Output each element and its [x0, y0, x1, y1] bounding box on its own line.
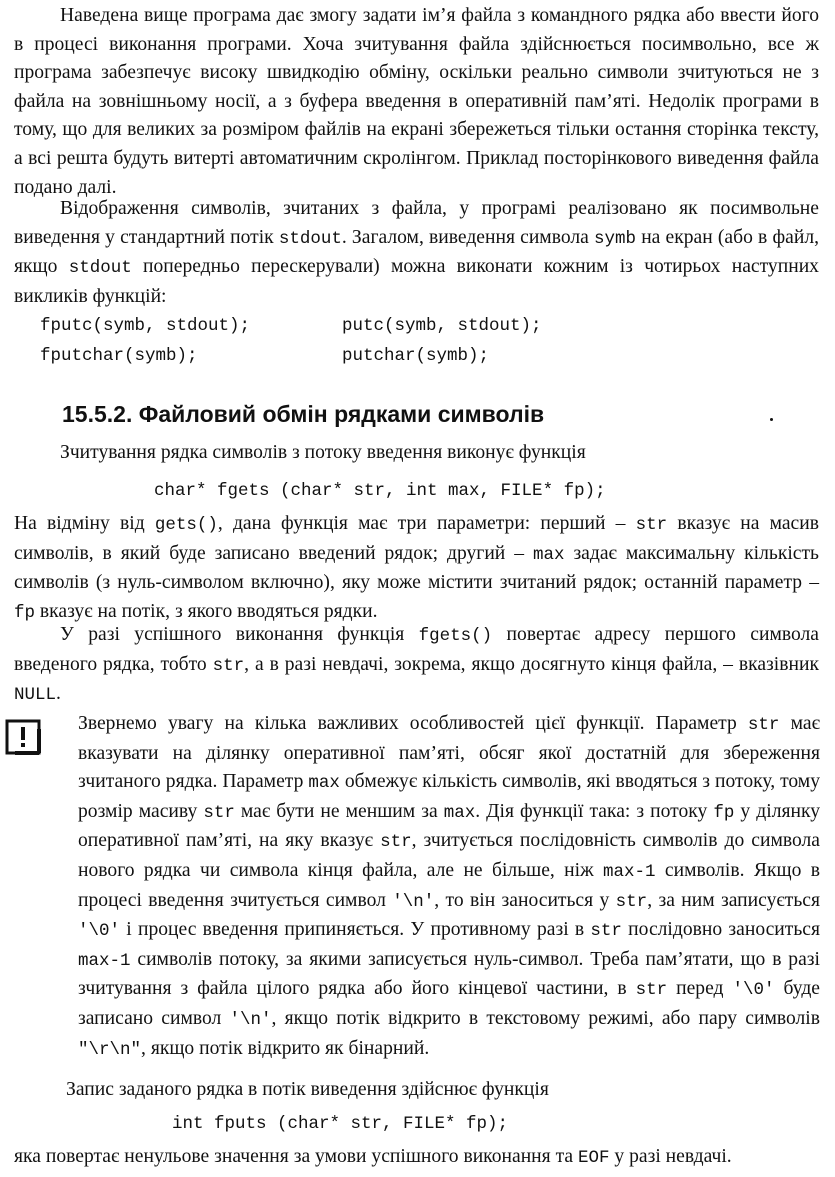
text-segment: Відображення символів, зчитаних з файла, у програмі реалізовано як посимвольне виведення у стандартний потік: [14, 198, 819, 248]
code-symb: symb: [594, 228, 637, 249]
text-segment: вказує на потік, з якого вводяться рядки.: [35, 600, 378, 622]
text-segment: , якщо потік відкрито в текстовому режимі, або пару символів: [271, 1007, 820, 1029]
code-max: max: [532, 544, 565, 565]
output-calls-code-block: [40, 312, 600, 370]
text-segment: попередньо перескерували) можна виконати кожним із чотирьох наступних викликів функцій:: [14, 256, 819, 307]
code-fp: fp: [713, 802, 735, 823]
text-segment: . Загалом, виведення символа: [341, 226, 595, 248]
stray-dot: [770, 418, 773, 421]
code-str: str: [635, 980, 668, 1001]
code-str: str: [635, 515, 668, 535]
paragraph-symbol-output: [14, 195, 819, 311]
code-crlf-string: "\r\n": [78, 1039, 142, 1060]
text-segment: , за ним записується: [647, 889, 820, 911]
code-fp: fp: [14, 602, 36, 623]
fputs-signature: int fputs (char* str, FILE* fp);: [172, 1114, 509, 1134]
code-max-minus-1: max-1: [603, 861, 656, 882]
text-segment: , зчитується послідовність символів до символа нового рядка чи символа кінця файла, але не більше, ніж: [78, 830, 820, 881]
code-str: str: [212, 655, 245, 676]
code-str: str: [380, 832, 412, 853]
code-stdout: stdout: [68, 258, 132, 279]
text-segment: у ділянку оперативної пам’яті, на яку вказує: [78, 800, 821, 852]
code-newline-char: '\n': [229, 1009, 272, 1030]
text-segment: має вказувати на ділянку оперативної пам’яті, обсяг якої достатній для збереження зчитаного рядка. Параметр: [78, 713, 820, 793]
text-segment: буде записано символ: [78, 978, 820, 1029]
text-segment: і процес введення припиняється. У противному разі в: [120, 919, 591, 941]
paragraph-fgets-return: [14, 621, 819, 710]
code-str: str: [615, 891, 648, 912]
text-segment: у разі невдачі.: [609, 1146, 732, 1167]
code-gets: gets(): [154, 515, 218, 535]
paragraph-fgets-params: [14, 510, 819, 627]
text-segment: перед: [667, 978, 733, 1000]
text-segment: символів. Якщо в процесі введення зчитується символ: [78, 859, 820, 911]
section-heading: 15.5.2. Файловий обмін рядками символів: [62, 401, 545, 427]
code-str: str: [747, 715, 780, 735]
text-segment: послідовно заноситься: [621, 919, 821, 941]
exclamation-box-icon: [5, 719, 41, 755]
text-segment: символів потоку, за якими записується нуль-символ. Треба пам’ятати, що в разі зчитування з файла цілого рядка або його кінцевої частини, в: [78, 948, 820, 1000]
text-segment: задає максимальну кількість символів (з нуль-символом включно), яку може містити зчитаний рядок; останній параметр –: [14, 542, 819, 594]
text-segment: обмежує кількість символів, які вводяться з потоку, тому розмір масиву: [78, 771, 821, 822]
code-max: max: [308, 773, 340, 794]
text-segment: , дана функція має три параметри: перший –: [217, 513, 636, 534]
code-call-putc: putc(symb, stdout);: [342, 316, 542, 336]
code-call-fputc: fputc(symb, stdout);: [40, 316, 251, 336]
text-segment: , а в разі невдачі, зокрема, якщо досягнуто кінця файла, – вказівник: [244, 653, 819, 675]
text-segment: . Дія функції така: з потоку: [475, 800, 714, 822]
code-eof: EOF: [577, 1148, 610, 1168]
code-null-char: '\0': [78, 921, 121, 942]
text-segment: На відміну від: [14, 513, 155, 534]
code-stdout: stdout: [278, 228, 342, 249]
text-segment: Звернемо увагу на кілька важливих особливостей цієї функції. Параметр: [78, 713, 748, 734]
paragraph-fputs-return: [14, 1143, 824, 1173]
text-segment: повертає адресу першого символа введеного рядка, тобто: [14, 624, 819, 675]
note-fgets-details: [78, 710, 820, 1064]
text-segment: .: [56, 683, 61, 705]
fputs-intro: Запис заданого рядка в потік виведення здійснює функція: [66, 1079, 549, 1100]
text-segment: яка повертає ненульове значення за умови успішного виконання та: [14, 1146, 578, 1167]
text-segment: У разі успішного виконання функція: [60, 624, 419, 645]
code-call-putchar: putchar(symb);: [342, 346, 490, 366]
text-segment: , якщо потік відкрито як бінарний.: [141, 1037, 430, 1059]
code-max: max: [443, 802, 476, 823]
text-segment: , то він заноситься у: [434, 889, 616, 911]
code-newline-char: '\n': [392, 891, 435, 912]
code-null-char: '\0': [732, 980, 775, 1001]
text-segment: має бути не меншим за: [234, 800, 444, 822]
code-fgets: fgets(): [418, 626, 493, 646]
paragraph-program-description: Наведена вище програма дає змогу задати ім’я файла з командного рядка або ввести його в процесі виконання програми. Хоча зчитування файла здійснюється посимвольно, все ж програма забезпечує високу швидкодію обміну, оскільки реально символи зчитуються не з файла на зовнішньому носії, а з буфера введення в оперативній пам’яті. Недолік програми в тому, що для великих за розміром файлів на екрані збережеться тільки остання сторінка тексту, а всі решта будуть витерті автоматичним скролінгом. Приклад посторінкового виведення файла подано далі.: [14, 5, 819, 198]
text-segment: вказує на масив символів, в який буде записано введений рядок; другий –: [14, 513, 819, 564]
text-segment: на екран (або в файл, якщо: [14, 226, 819, 278]
code-max-minus-1: max-1: [78, 950, 131, 971]
code-call-fputchar: fputchar(symb);: [40, 346, 198, 366]
code-null: NULL: [14, 685, 57, 706]
code-str: str: [203, 802, 235, 823]
code-str: str: [590, 921, 622, 942]
fgets-intro: Зчитування рядка символів з потоку введення виконує функція: [60, 442, 586, 463]
fgets-signature: char* fgets (char* str, int max, FILE* fp);: [154, 481, 606, 501]
